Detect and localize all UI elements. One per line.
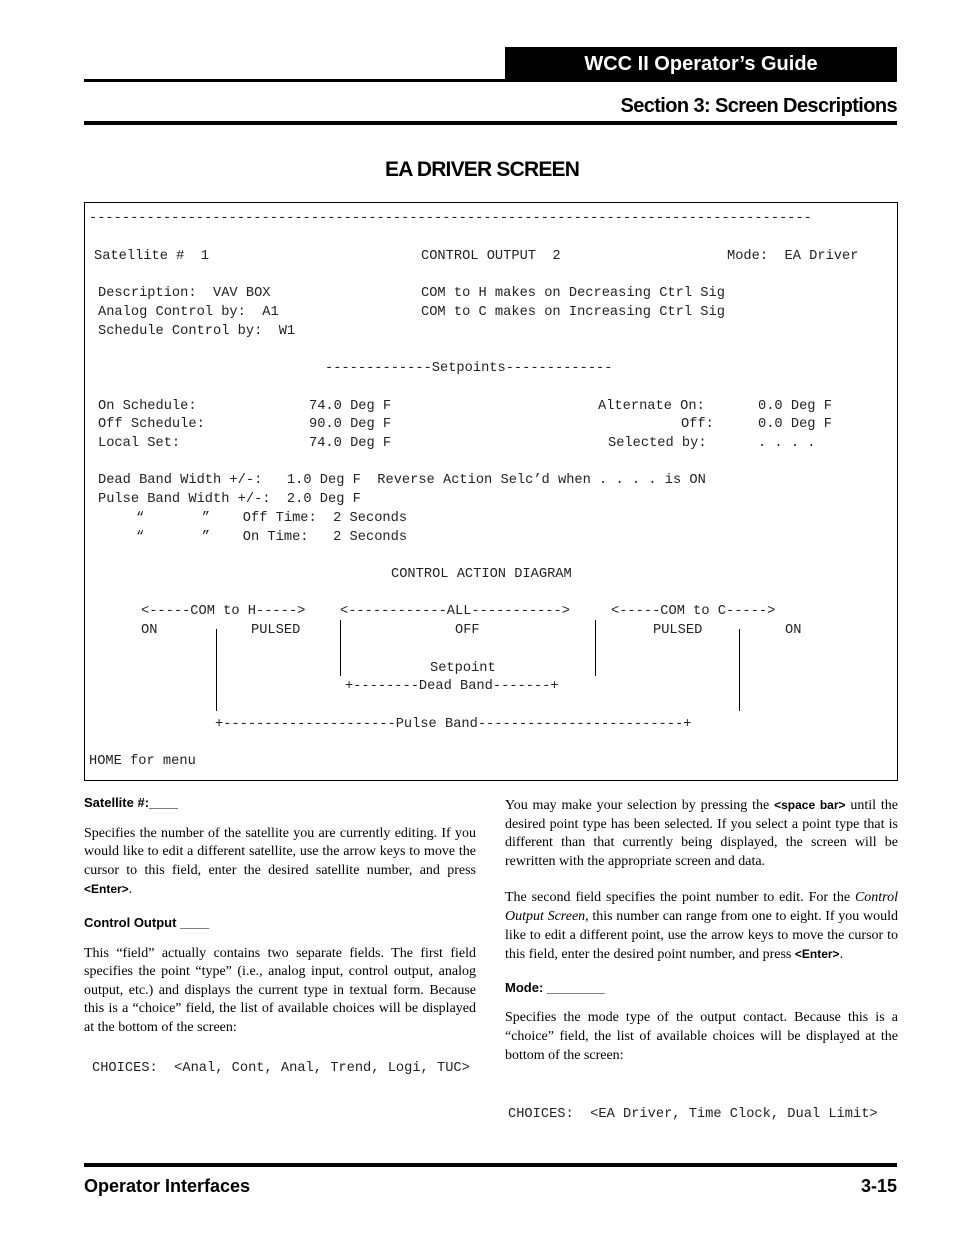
diagram-line-pulse-left [216, 629, 217, 711]
control-output-field: CONTROL OUTPUT 2 [421, 249, 561, 264]
enter-key: <Enter> [794, 947, 840, 962]
header-rule-top [84, 79, 897, 82]
right-column [505, 796, 898, 1065]
on-schedule-value: 74.0 Deg F [309, 399, 392, 414]
top-dash-line: ---------------------------------------------------------------------------------------- [89, 211, 812, 226]
footer-rule [84, 1163, 897, 1167]
left-column [84, 794, 476, 1038]
point-number-description: The second field specifies the point number to edit. For the Control Output Screen, this number can range from one to eight. If you would like to edit a different point, use the arrow keys to move the cursor to this field, enter the desired point number, and press <Enter>. [505, 890, 898, 963]
diagram-line-dead-right [595, 620, 596, 676]
local-set-label: Local Set: [98, 436, 181, 451]
diagram-line-dead-left [340, 620, 341, 676]
pulsed-left-label: PULSED [251, 623, 301, 638]
selection-description: You may make your selection by pressing the <space bar> until the desired point type has been selected. If you select a point type that is different than that currently being displayed, the screen will be rewritten with the appropriate screen and data. [505, 798, 898, 869]
on-right-label: ON [785, 623, 802, 638]
alternate-off-value: 0.0 Deg F [758, 417, 832, 432]
on-time-line: “ ” On Time: 2 Seconds [136, 530, 408, 545]
footer-section: Operator Interfaces [84, 1176, 251, 1196]
satellite-heading: Satellite #:____ [84, 795, 178, 810]
pulse-band-line: Pulse Band Width +/-: 2.0 Deg F [98, 492, 361, 507]
diagram-title: CONTROL ACTION DIAGRAM [391, 567, 572, 582]
satellite-field: Satellite # 1 [94, 249, 209, 264]
page-number: 3-15 [860, 1176, 897, 1196]
pulsed-right-label: PULSED [653, 623, 703, 638]
com-h-arrow: <-----COM to H-----> [141, 604, 306, 619]
setpoints-header: -------------Setpoints------------- [325, 361, 613, 376]
mode-field: Mode: EA Driver [727, 249, 859, 264]
header-rule-bottom [84, 121, 897, 125]
dead-band-line: Dead Band Width +/-: 1.0 Deg F Reverse Action Selc’d when . . . . is ON [98, 473, 706, 488]
mode-heading: Mode: ________ [505, 979, 605, 995]
dead-band-diagram-line: +--------Dead Band-------+ [345, 679, 559, 694]
page-title: EA DRIVER SCREEN [385, 158, 580, 181]
diagram-line-pulse-right [739, 629, 740, 711]
off-schedule-label: Off Schedule: [98, 417, 205, 432]
pulse-band-diagram-line: +---------------------Pulse Band-------------------------+ [215, 717, 692, 732]
alternate-on-value: 0.0 Deg F [758, 399, 832, 414]
space-bar-key: <space bar> [774, 798, 846, 812]
section-title: Section 3: Screen Descriptions [620, 95, 897, 117]
all-arrow: <------------ALL-----------> [340, 604, 570, 619]
off-time-line: “ ” Off Time: 2 Seconds [136, 511, 408, 526]
terminal-screen [84, 202, 898, 781]
enter-key: <Enter> [84, 882, 129, 897]
alternate-off-label: Off: [681, 417, 714, 432]
control-output-heading: Control Output ____ [84, 914, 209, 930]
selected-by-label: Selected by: [608, 436, 707, 451]
schedule-control-field: Schedule Control by: W1 [98, 324, 296, 339]
guide-title-bar: WCC II Operator’s Guide [505, 47, 897, 81]
com-c-text: COM to C makes on Increasing Ctrl Sig [421, 305, 725, 320]
selected-by-value: . . . . [758, 436, 816, 451]
home-menu-hint: HOME for menu [89, 754, 196, 769]
description-field: Description: VAV BOX [98, 286, 271, 301]
local-set-value: 74.0 Deg F [309, 436, 392, 451]
on-left-label: ON [141, 623, 158, 638]
com-c-arrow: <-----COM to C-----> [611, 604, 776, 619]
satellite-description: Specifies the number of the satellite you are currently editing. If you would like to edit a different satellite, use the arrow keys to move the cursor to this field, enter the desired satellite number, and press <Enter>. [84, 825, 476, 898]
control-output-description: This “field” actually contains two separate fields. The first field specifies the point “type” (i.e., analog input, control output, analog output, etc.) and displays the current type in textual form. Because this is a “choice” field, the list of available choices will be displayed at the bottom of the screen: [84, 945, 476, 1035]
mode-description: Specifies the mode type of the output contact. Because this is a “choice” field, the list of available choices will be displayed at the bottom of the screen: [505, 1010, 898, 1063]
com-h-text: COM to H makes on Decreasing Ctrl Sig [421, 286, 725, 301]
left-choices: CHOICES: <Anal, Cont, Anal, Trend, Logi, TUC> [92, 1061, 470, 1076]
setpoint-label: Setpoint [430, 661, 496, 676]
off-schedule-value: 90.0 Deg F [309, 417, 392, 432]
on-schedule-label: On Schedule: [98, 399, 197, 414]
alternate-on-label: Alternate On: [598, 399, 705, 414]
analog-control-field: Analog Control by: A1 [98, 305, 279, 320]
right-choices: CHOICES: <EA Driver, Time Clock, Dual Limit> [508, 1107, 878, 1122]
off-label: OFF [455, 623, 480, 638]
